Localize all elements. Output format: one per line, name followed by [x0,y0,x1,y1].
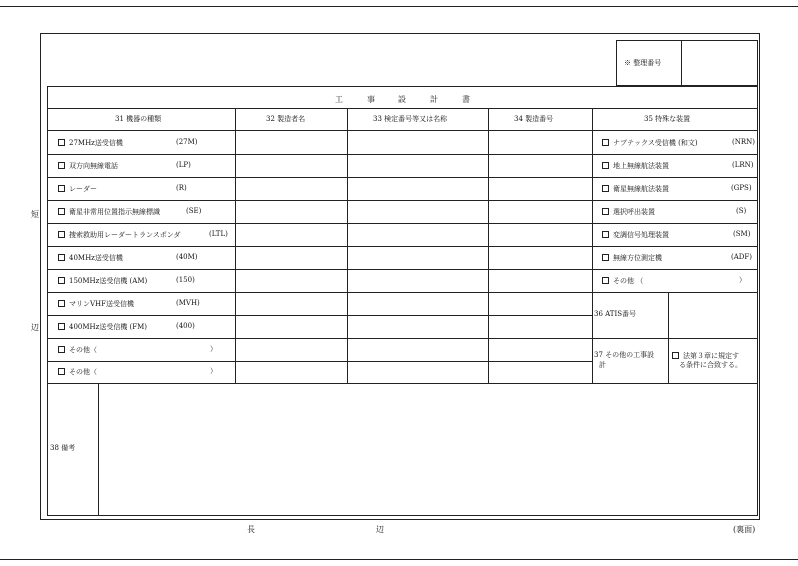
equipment-row[interactable] [58,139,123,147]
special-device-name: 地上無線航法装置 [613,162,669,170]
equipment-row[interactable] [58,368,97,376]
title-char: 計 [430,95,438,104]
special-row-divider [592,246,758,247]
special-device-name: ナブテックス受信機 (和文) [613,139,698,147]
other-work-label-cont: 計 [599,361,606,369]
title-char: 事 [367,95,375,104]
special-device-code: (NRN) [732,138,755,146]
header-certification: 33 検定番号等又は名称 [373,115,448,123]
equipment-row[interactable] [58,300,134,308]
row-divider [47,361,592,362]
special-device-code: (LRN) [732,161,754,169]
checkbox[interactable] [602,185,609,192]
title-char: 工 [335,95,343,104]
checkbox[interactable] [602,139,609,146]
header-manufacturer: 32 製造者名 [266,115,306,123]
row-divider [47,269,592,270]
law-compliance-check[interactable] [672,352,739,360]
equipment-name: 双方向無線電話 [69,162,118,170]
special-device-row[interactable] [602,254,662,262]
short-edge-label: 辺 [31,323,39,332]
equipment-code: (R) [176,184,187,192]
special-device-row[interactable] [602,208,655,216]
equipment-code: ） [210,367,217,375]
title-divider [47,108,758,109]
checkbox[interactable] [58,162,65,169]
equipment-name: 27MHz送受信機 [69,139,123,147]
checkbox[interactable] [58,346,65,353]
row-divider [47,200,592,201]
special-row-divider [592,200,758,201]
checkbox[interactable] [58,323,65,330]
remarks-label: 38 備考 [50,444,76,452]
special-row-divider [592,154,758,155]
equipment-code: (40M) [176,253,198,261]
equipment-code: (LTL) [209,230,228,238]
special-row-divider [592,223,758,224]
checkbox[interactable] [58,300,65,307]
equipment-name: 150MHz送受信機 (AM) [69,277,148,285]
special-device-code: ） [739,276,746,284]
equipment-code: (400) [176,322,195,330]
registration-label: ※ 整理番号 [624,59,662,67]
header-divider [47,130,758,131]
equipment-row[interactable] [58,254,123,262]
special-device-row[interactable] [602,185,669,193]
equipment-name: 400MHz送受信機 (FM) [69,323,148,331]
checkbox[interactable] [602,277,609,284]
checkbox[interactable] [602,254,609,261]
checkbox[interactable] [58,185,65,192]
checkbox[interactable] [58,254,65,261]
checkbox[interactable] [58,231,65,238]
special-device-row[interactable] [602,162,669,170]
row-divider [47,154,592,155]
equipment-name: 40MHz送受信機 [69,254,123,262]
special-row-divider [592,177,758,178]
row-divider [47,223,592,224]
equipment-row[interactable] [58,346,97,354]
row-divider [47,338,592,339]
equipment-row[interactable] [58,323,147,331]
checkbox[interactable] [602,208,609,215]
bottom-rule [0,559,798,560]
header-special-devices: 35 特殊な装置 [644,115,691,123]
equipment-row[interactable] [58,208,160,216]
special-device-name: 選択呼出装置 [613,208,655,216]
header-serial-number: 34 製造番号 [514,115,554,123]
special-device-row[interactable] [602,231,669,239]
special-row-divider [592,269,758,270]
special-device-code: (GPS) [731,184,752,192]
long-edge-label: 長 [247,525,255,534]
row-divider [47,292,592,293]
special-device-code: (S) [736,207,747,215]
law-compliance-text: 法第３章に規定す [683,352,739,360]
checkbox[interactable] [602,162,609,169]
special-device-name: 無線方位測定機 [613,254,662,262]
special-device-code: (ADF) [731,253,752,261]
checkbox[interactable] [58,139,65,146]
atis-label: 36 ATIS番号 [594,310,637,318]
remarks-field[interactable] [99,384,757,515]
equipment-name: 衛星非常用位置指示無線標識 [69,208,160,216]
equipment-code: (27M) [176,138,198,146]
checkbox[interactable] [58,277,65,284]
header-equipment-type: 31 機器の種類 [115,115,162,123]
title-char: 書 [462,95,470,104]
equipment-code: (150) [176,276,195,284]
row-divider [47,315,592,316]
long-edge-label: 辺 [376,525,384,534]
equipment-code: (LP) [176,161,191,169]
equipment-code: (MVH) [176,299,200,307]
special-device-name: その他 （ [613,277,644,285]
special-device-row[interactable] [602,139,698,147]
equipment-row[interactable] [58,185,97,193]
atis-divider [592,338,758,339]
equipment-row[interactable] [58,162,118,170]
short-edge-label: 短 [31,210,39,219]
special-device-name: 衛星無線航法装置 [613,185,669,193]
equipment-name: マリンVHF送受信機 [69,300,135,308]
checkbox[interactable] [58,368,65,375]
row-divider [47,177,592,178]
equipment-code: (SE) [186,207,202,215]
top-rule [0,6,798,7]
atis-number-field[interactable] [669,293,757,337]
equipment-code: ） [210,345,217,353]
row-divider [47,246,592,247]
special-device-row[interactable] [602,277,643,285]
equipment-name: その他（ [69,346,97,354]
other-work-label: 37 その他の工事設 [594,351,655,359]
page-side-label: (裏面) [733,525,756,534]
special-device-name: 変調信号処理装置 [613,231,669,239]
title-char: 設 [398,95,406,104]
equipment-row[interactable] [58,231,181,239]
checkbox[interactable] [672,352,679,359]
checkbox[interactable] [602,231,609,238]
checkbox[interactable] [58,208,65,215]
registration-number-field[interactable] [682,41,757,85]
equipment-row[interactable] [58,277,147,285]
equipment-name: レーダー [69,185,97,193]
law-compliance-text-cont: る条件に合致する。 [679,361,742,369]
equipment-name: 捜索救助用レーダートランスポンダ [69,231,181,239]
special-device-code: (SM) [733,230,751,238]
equipment-name: その他（ [69,368,97,376]
